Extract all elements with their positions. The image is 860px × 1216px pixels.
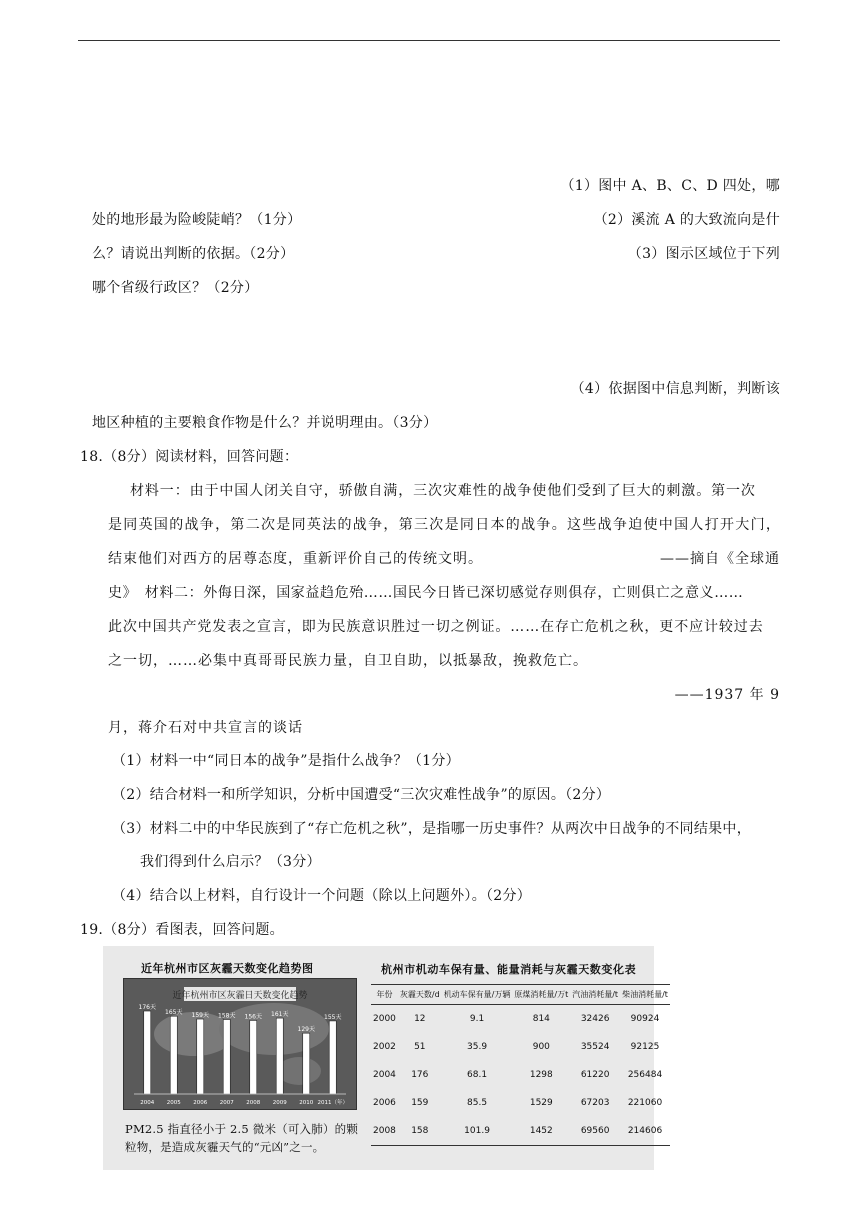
haze-bar-value-label: 129天 [297, 1026, 315, 1034]
table-cell: 158 [398, 1117, 442, 1146]
haze-bar [144, 1011, 151, 1094]
haze-x-tick-label: 2004 [140, 1100, 155, 1106]
q18-material2-source-line2: 月，蒋介石对中共宣言的谈话 [108, 720, 303, 736]
haze-x-tick-label: 2010 [299, 1100, 314, 1106]
table-cell: 2002 [373, 1042, 396, 1052]
q17-sub3-line1: （3）图示区域位于下列 [627, 246, 780, 262]
haze-bar-value-label: 155天 [324, 1013, 342, 1021]
q17-sub1-line1: （1）图中 A、B、C、D 四处，哪 [560, 178, 780, 194]
header-rule [78, 40, 780, 41]
table-header-cell: 汽油消耗量/t [570, 985, 620, 1005]
table-cell: 814 [532, 1014, 550, 1024]
q18-material1-line3: 结束他们对西方的居尊态度，重新评价自己的传统文明。 [108, 551, 483, 567]
haze-bar [329, 1021, 336, 1094]
table-header-cell: 年份 [371, 985, 398, 1005]
table-cell: 68.1 [467, 1070, 488, 1080]
q17-sub3-line2: 哪个省级行政区？（2分） [92, 280, 259, 296]
pm25-caption [125, 1120, 358, 1156]
vehicle-energy-table-figure [371, 952, 668, 1166]
haze-x-tick-label: 2008 [246, 1100, 261, 1106]
pm25-caption-line2: 粒物，是造成灰霾天气的“元凶”之一。 [125, 1140, 325, 1154]
table-cell: 900 [532, 1042, 550, 1052]
haze-chart-area [123, 978, 357, 1110]
haze-bar-value-label: 158天 [218, 1012, 236, 1020]
table-header-row [371, 985, 670, 1005]
q17-sub4-line1: （4）依据图中信息判断，判断该 [570, 381, 780, 397]
haze-bar [197, 1019, 204, 1094]
haze-bar [276, 1018, 283, 1094]
table-cell: 90924 [630, 1014, 660, 1024]
haze-x-tick-label: 2009 [272, 1100, 287, 1106]
haze-bar-value-label: 156天 [244, 1013, 262, 1021]
haze-bar-chart [124, 979, 356, 1109]
table-cell: 67203 [580, 1098, 610, 1108]
q19-figure [103, 946, 668, 1170]
table-cell: 92125 [630, 1042, 660, 1052]
table-cell: 214606 [620, 1117, 670, 1146]
table-header-cell: 灰霾天数/d [398, 985, 442, 1005]
q17-sub2-line1: （2）溪流 A 的大致流向是什 [593, 212, 780, 228]
q19-heading: 19.（8分）看图表，回答问题。 [80, 922, 284, 938]
q18-sub3-line1: （3）材料二中的中华民族到了“存亡危机之秋”，是指哪一历史事件？从两次中日战争的不同结果中， [112, 821, 752, 837]
table-row [371, 1117, 670, 1146]
haze-bar [250, 1020, 257, 1094]
haze-bar-value-label: 176天 [138, 1004, 156, 1012]
table-header-cell: 柴油消耗量/t [620, 985, 670, 1005]
table-cell: 176 [411, 1070, 429, 1080]
table-cell: 101.9 [442, 1117, 513, 1146]
table-cell: 35.9 [467, 1042, 488, 1052]
table-cell: 51 [414, 1042, 426, 1052]
table-cell: 12 [414, 1014, 426, 1024]
q18-material2-line3: 之一切，……必集中真哥哥民族力量，自卫自助，以抵暴敌，挽救危亡。 [108, 653, 588, 669]
table-row [371, 1061, 670, 1089]
haze-chart-title: 近年杭州市区灰霾天数变化趋势图 [141, 962, 314, 975]
haze-bar-value-label: 165天 [165, 1009, 183, 1017]
q18-sub3-line2: 我们得到什么启示？（3分） [140, 854, 321, 870]
q18-sub1: （1）材料一中“同日本的战争”是指什么战争？（1分） [112, 753, 460, 769]
table-cell: 159 [411, 1098, 429, 1108]
haze-bar-value-label: 159天 [191, 1012, 209, 1020]
haze-trend-figure [113, 952, 363, 1162]
table-cell: 256484 [627, 1070, 663, 1080]
table-cell: 69560 [570, 1117, 620, 1146]
table-row [371, 1089, 670, 1117]
q17-sub2-line2: 么？请说出判断的依据。（2分） [92, 246, 295, 262]
table-cell: 1529 [529, 1098, 553, 1108]
table-cell: 61220 [580, 1070, 610, 1080]
table-cell: 2004 [373, 1070, 396, 1080]
pm25-caption-line1: PM2.5 指直径小于 2.5 微米（可入肺）的颗 [125, 1122, 359, 1136]
q18-material1-line2: 是同英国的战争，第二次是同英法的战争，第三次是同日本的战争。这些战争迫使中国人打开大门， [108, 517, 782, 533]
haze-bar [303, 1033, 310, 1094]
table-body [371, 1005, 670, 1146]
table-cell: 2008 [371, 1117, 398, 1146]
table-row [371, 1033, 670, 1061]
table-cell: 221060 [627, 1098, 663, 1108]
table-cell: 85.5 [467, 1098, 488, 1108]
q18-heading: 18.（8分）阅读材料，回答问题： [80, 449, 299, 465]
table-header-cell: 机动车保有量/万辆 [442, 985, 513, 1005]
table-cell: 2006 [373, 1098, 396, 1108]
q18-sub2: （2）结合材料一和所学知识，分析中国遭受“三次灾难性战争”的原因。（2分） [112, 787, 611, 803]
haze-bar [170, 1016, 177, 1094]
q18-material2-line1: 史》 材料二：外侮日深，国家益趋危殆……国民今日皆已深切感觉存则俱存，亡则俱亡之意义…… [108, 585, 744, 601]
haze-bar-value-label: 161天 [271, 1011, 289, 1019]
table-cell: 35524 [580, 1042, 610, 1052]
table-cell: 1298 [529, 1070, 553, 1080]
haze-x-tick-label: 2011（年） [317, 1100, 348, 1106]
vehicle-energy-table [371, 984, 670, 1146]
table-cell: 2000 [373, 1014, 396, 1024]
q17-sub1-line2: 处的地形最为险峻陡峭？（1分） [92, 212, 302, 228]
q18-sub4: （4）结合以上材料，自行设计一个问题（除以上问题外）。（2分） [112, 888, 532, 904]
haze-bar [223, 1020, 230, 1094]
q18-material1-line1: 材料一：由于中国人闭关自守，骄傲自满，三次灾难性的战争使他们受到了巨大的刺激。第一次 [130, 483, 756, 499]
q17-sub4-line2: 地区种植的主要粮食作物是什么？并说明理由。（3分） [92, 415, 438, 431]
q18-material2-line2: 此次中国共产党发表之宣言，即为民族意识胜过一切之例证。……在存亡危机之秋，更不应计较过去 [108, 619, 764, 635]
q18-material2-source-line1: ——1937 年 9 [674, 687, 780, 703]
q18-material1-source: ——摘自《全球通 [660, 551, 780, 567]
table-cell: 32426 [580, 1014, 610, 1024]
map-shape-3 [277, 1057, 321, 1085]
table-title: 杭州市机动车保有量、能量消耗与灰霾天数变化表 [381, 963, 637, 976]
haze-x-tick-label: 2007 [219, 1100, 234, 1106]
table-cell: 9.1 [469, 1014, 485, 1024]
table-row [371, 1005, 670, 1034]
table-cell: 1452 [512, 1117, 570, 1146]
inner-chart-title: 近年杭州市区灰霾日天数变化趋势 [172, 991, 308, 1001]
haze-x-tick-label: 2005 [166, 1100, 181, 1106]
haze-x-tick-label: 2006 [193, 1100, 208, 1106]
table-header-cell: 原煤消耗量/万t [512, 985, 570, 1005]
